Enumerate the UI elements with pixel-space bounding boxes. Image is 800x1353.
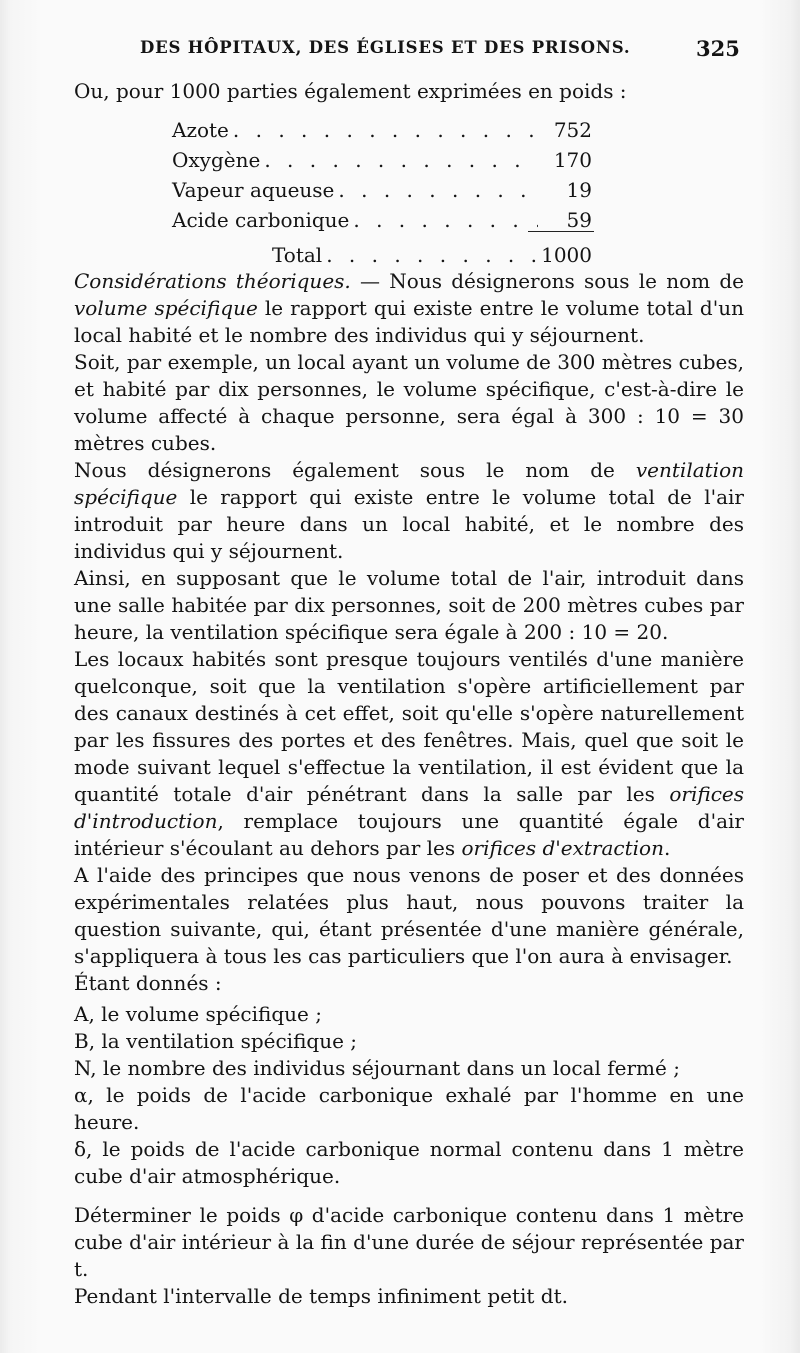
paragraph-text: — Nous désignerons sous le nom de xyxy=(350,269,744,293)
composition-table xyxy=(172,109,592,267)
list-item: B, la ventilation spécifique ; xyxy=(74,1029,358,1053)
list-item: α, le poids de l'acide carbonique exhalé par l'homme en une heure. xyxy=(74,1083,744,1134)
component-name: Azote xyxy=(172,118,229,142)
body-text xyxy=(74,78,744,1310)
given-list xyxy=(74,1001,744,1190)
page-number: 325 xyxy=(696,36,740,61)
spacer xyxy=(74,1190,744,1202)
leader-dots xyxy=(322,242,538,269)
list-item: δ, le poids de l'acide carbonique normal contenu dans 1 mètre cube d'air atmosphérique. xyxy=(74,1137,744,1188)
component-name: Acide carbonique xyxy=(172,208,350,232)
component-name: Oxygène xyxy=(172,148,261,172)
paragraph-principes: A l'aide des principes que nous venons de poser et des données expérimentales relatées plus haut, nous pouvons traiter la question suivante, qui, étant présentée d'une manière générale, s'appliquera à tous les cas particuliers que l'on aura à envisager. xyxy=(74,863,744,968)
leader-dots xyxy=(349,207,538,234)
paragraph-text: le rapport qui existe entre le volume total de l'air introduit par heure dans un local habité, et le nombre des individus qui y séjournent. xyxy=(74,485,744,563)
paragraph-example-volume: Soit, par exemple, un local ayant un volume de 300 mètres cubes, et habité par dix personnes, le volume spécifique, c'est-à-dire le volume affecté à chaque personne, sera égal à 300 : 10 = 30 mètres cubes. xyxy=(74,350,744,455)
paragraph-text: Les locaux habités sont presque toujours ventilés d'une manière quelconque, soit que la ventilation s'opère artificiellement par des canaux destinés à cet effet, soit qu'elle s'opère naturellement par les fissures des portes et des fenêtres. Mais, quel que soit le mode suivant lequel s'effectue la ventilation, il est évident que la quantité totale d'air pénétrant dans la salle par les xyxy=(74,647,744,806)
paragraph-considerations xyxy=(74,268,744,349)
leader-dots xyxy=(260,147,538,174)
paragraph-determiner: Déterminer le poids φ d'acide carbonique contenu dans 1 mètre cube d'air intérieur à la fin d'une durée de séjour représentée par t. xyxy=(74,1203,744,1281)
component-value: 170 xyxy=(553,148,592,172)
component-value: 59 xyxy=(566,208,592,232)
leader-dots xyxy=(334,177,538,204)
defined-term: orifices d'extraction xyxy=(461,836,664,860)
paragraph-example-ventilation: Ainsi, en supposant que le volume total de l'air, introduit dans une salle habitée par dix personnes, soit de 200 mètres cubes par heure, la ventilation spécifique sera égale à 200 : 10 = 20. xyxy=(74,566,744,644)
paragraph-text: le rapport qui existe entre le volume total d'un local habité et le nombre des individus qui y séjournent. xyxy=(74,296,744,347)
defined-term: ventilation spécifique xyxy=(74,458,744,509)
composition-intro: Ou, pour 1000 parties également exprimées en poids : xyxy=(74,79,627,103)
page-header xyxy=(0,38,800,72)
component-value: 19 xyxy=(566,178,592,202)
defined-term: orifices d'introduction xyxy=(74,782,744,833)
list-item: A, le volume spécifique ; xyxy=(74,1002,322,1026)
component-name: Vapeur aqueuse xyxy=(172,178,335,202)
paragraph-text: , remplace toujours une quantité égale d'air intérieur s'écoulant au dehors par les xyxy=(74,809,744,860)
paragraph-pendant: Pendant l'intervalle de temps infiniment petit dt. xyxy=(74,1284,568,1308)
given-intro: Étant donnés : xyxy=(74,971,222,995)
total-label: Total xyxy=(272,243,323,267)
list-item: N, le nombre des individus séjournant dans un local fermé ; xyxy=(74,1056,680,1080)
paragraph-text: Nous désignerons également sous le nom de xyxy=(74,458,636,482)
composition-row-azote xyxy=(172,109,592,142)
component-value: 752 xyxy=(553,118,592,142)
paragraph-locaux xyxy=(74,646,744,862)
paragraph-text: . xyxy=(663,836,671,860)
composition-total-row xyxy=(272,234,592,267)
total-value: 1000 xyxy=(541,243,592,267)
running-title: DES HÔPITAUX, DES ÉGLISES ET DES PRISONS. xyxy=(140,38,631,57)
section-heading: Considérations théoriques. xyxy=(74,269,351,293)
paragraph-ventilation-definition xyxy=(74,457,744,565)
defined-term: volume spécifique xyxy=(74,296,258,320)
leader-dots xyxy=(229,117,538,144)
